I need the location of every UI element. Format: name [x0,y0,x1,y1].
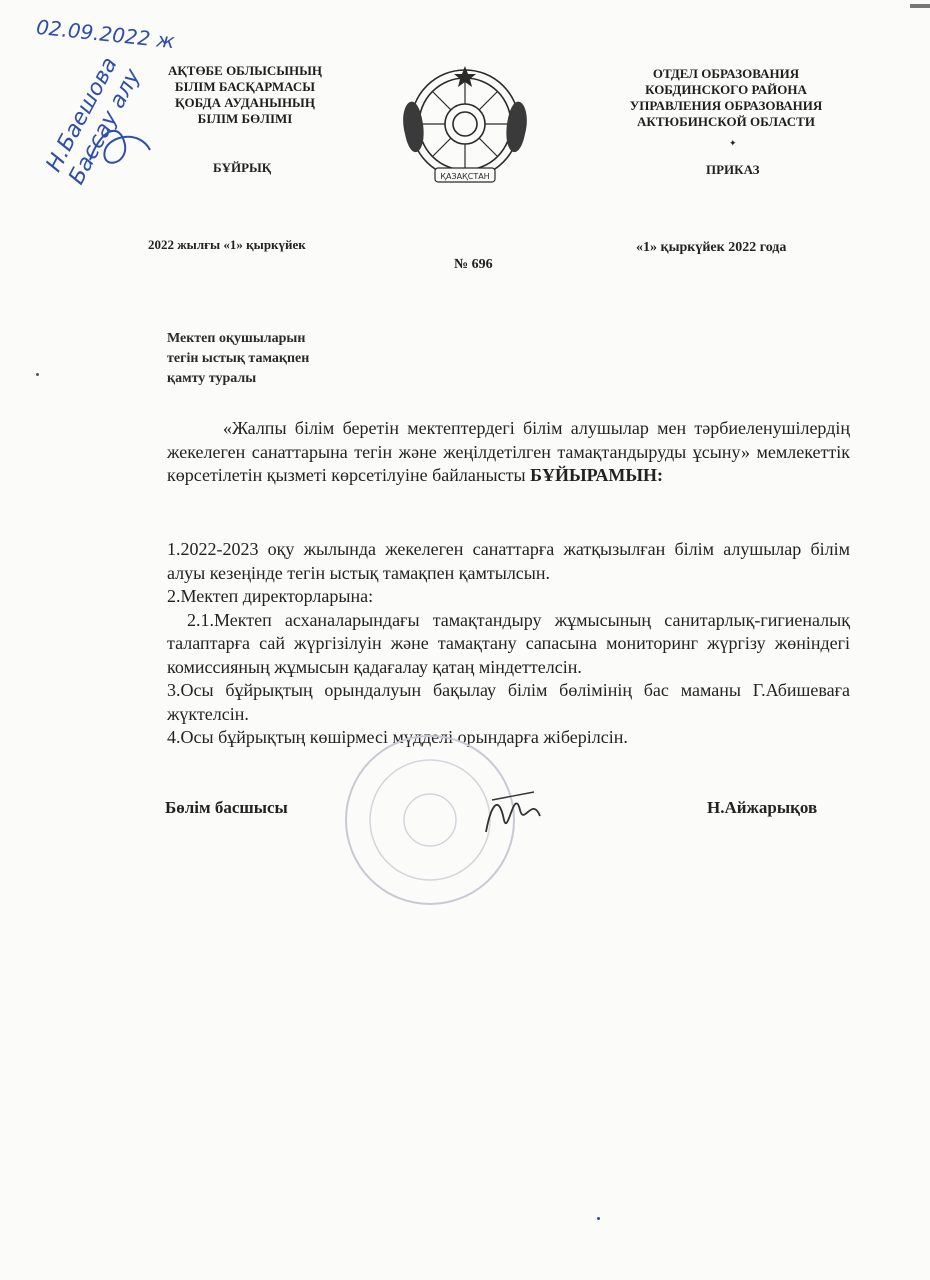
date-ru: «1» қыркүйек 2022 года [636,240,787,255]
signature-scribble [478,780,548,840]
handwritten-date-note: 02.09.2022 ж [35,14,176,54]
header-left-line: БІЛІМ БӨЛІМІ [197,111,293,126]
doc-type-ru: ПРИКАЗ [706,162,760,177]
scan-speck [910,4,930,8]
state-emblem-icon [397,64,533,194]
header-left-line: АҚТӨБЕ ОБЛЫСЫНЫҢ [167,63,323,78]
order-item: 3.Осы бұйрықтың орындалуын бақылау білім бөлімінің бас маманы Г.Абишеваға жүктелсін. [167,680,850,724]
emblem-ribbon-text: ҚАЗАҚСТАН [440,172,490,181]
order-item: 4.Осы бұйрықтың көшірмесі мүдделі орындарға жіберілсін. [167,727,628,747]
order-item: 1.2022-2023 оқу жылында жекелеген санаттарға жатқызылған білім алушылар білім алуы кезеңінде тегін ыстық тамақпен қамтылсын. [167,539,850,583]
title-line: қамту туралы [167,371,257,386]
ornament-mark: ✦ [729,138,737,148]
handwritten-resolution-note: Н.Баешова Бассау алу [41,53,146,189]
header-left-line: БІЛІМ БАСҚАРМАСЫ [174,79,316,94]
title-line: тегін ыстық тамақпен [167,351,310,366]
header-right-line: УПРАВЛЕНИЯ ОБРАЗОВАНИЯ [629,98,823,113]
order-number: № 696 [454,257,493,272]
preamble [167,417,850,488]
scan-speck [597,1217,600,1220]
order-items [167,538,850,750]
header-right-line: АКТЮБИНСКОЙ ОБЛАСТИ [637,114,815,129]
title-line: Мектеп оқушыларын [167,331,306,346]
header-right-line: КОБДИНСКОГО РАЙОНА [645,82,807,97]
order-title [167,329,309,389]
header-left-line: ҚОБДА АУДАНЫНЫҢ [175,95,315,110]
preamble-emphasis: БҰЙЫРАМЫН: [530,465,664,485]
header-right-org [600,66,852,130]
header-left-org [145,63,345,127]
signature-name: Н.Айжарықов [707,798,818,817]
order-item: 2.Мектеп директорларына: [167,586,374,606]
header-right-line: ОТДЕЛ ОБРАЗОВАНИЯ [652,66,800,81]
preamble-text: «Жалпы білім беретін мектептердегі білім алушылар мен тәрбиеленушілердің жекелеген санаттарына тегін және жеңілдетілген тамақтандыруды ұсыну» мемлекеттік көрсетілетін қызметі көрсетілуіне байланысты [167,418,850,485]
order-item: 2.1.Мектеп асханаларындағы тамақтандыру жұмысының санитарлық-гигиеналық талаптарға сай жүргізілуін және тамақтану сапасына мониторинг жүргізу жөніндегі комиссияның жұмысын қадағалау қатаң міндеттелсін. [167,609,850,677]
scan-speck [36,373,39,376]
doc-type-kz: БҰЙРЫҚ [213,160,272,175]
signature-position: Бөлім басшысы [165,798,288,817]
date-kz: 2022 жылғы «1» қыркүйек [148,237,306,252]
